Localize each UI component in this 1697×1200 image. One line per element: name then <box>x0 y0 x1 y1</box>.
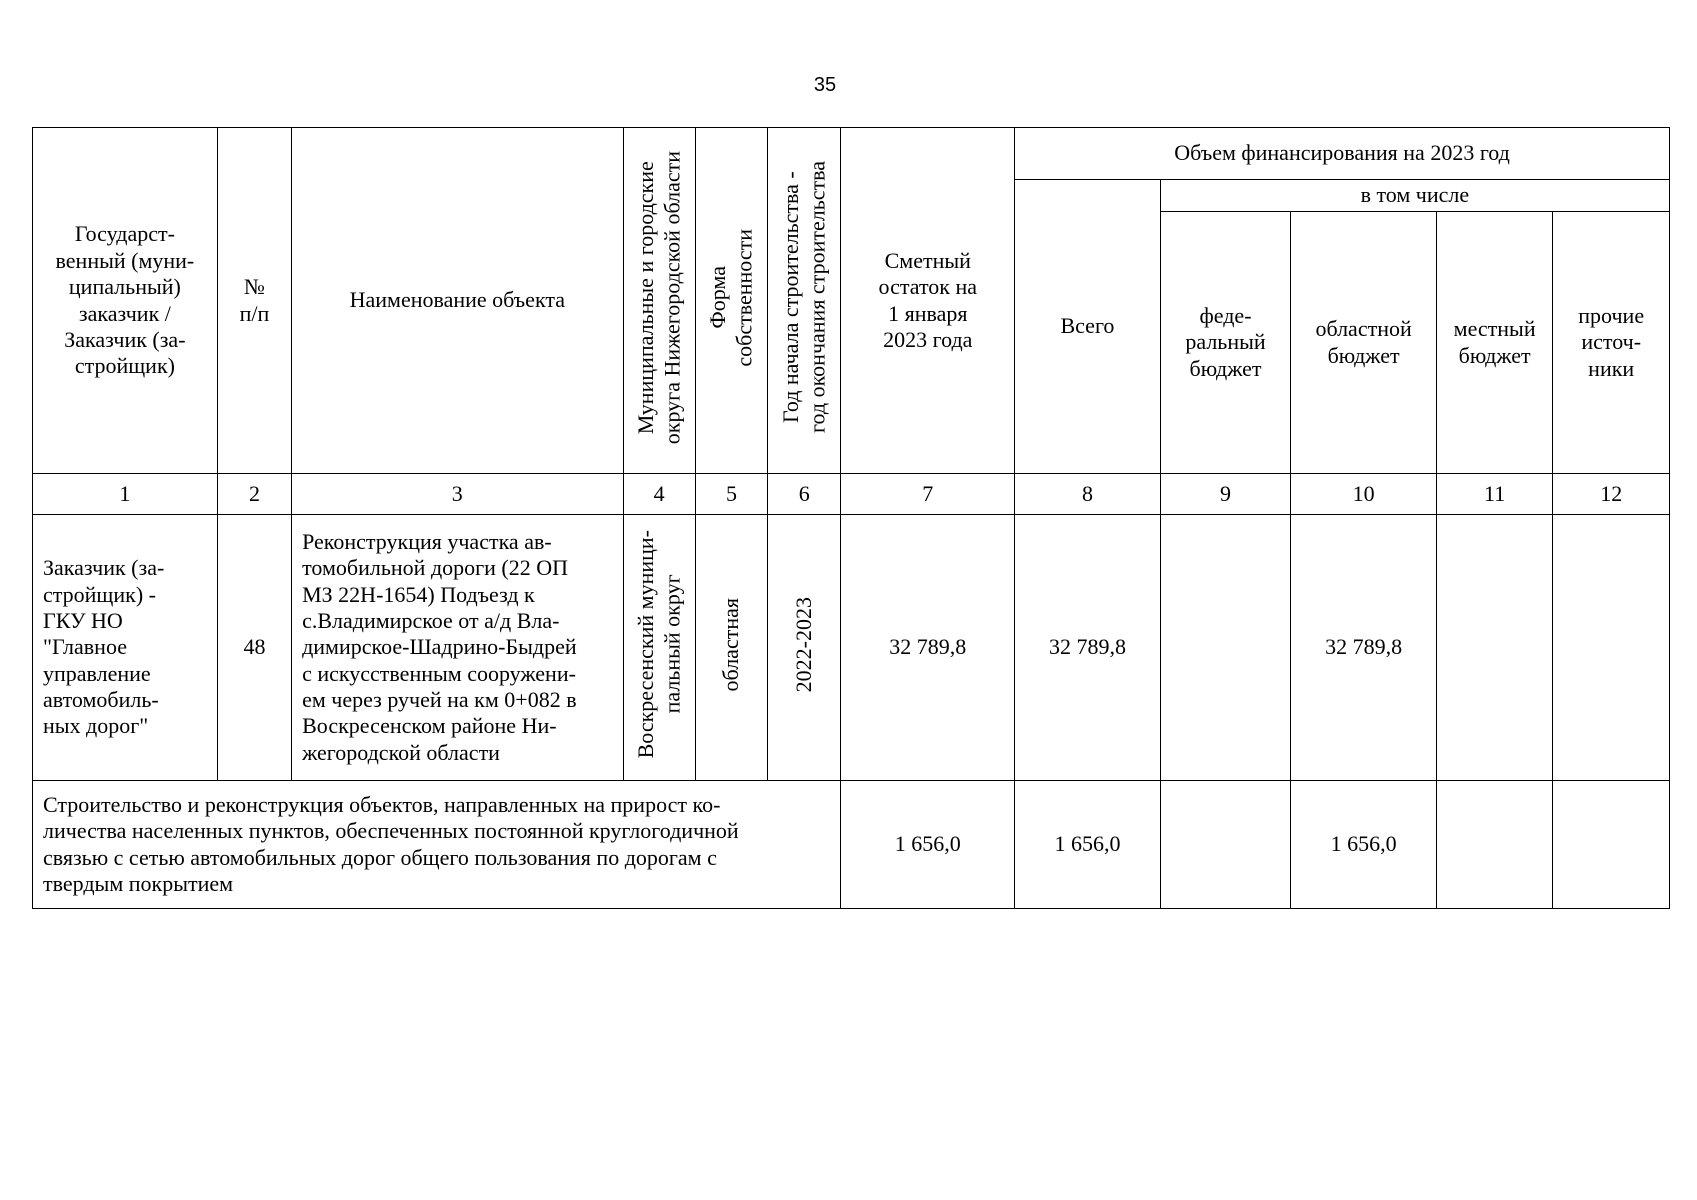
column-number-row <box>33 474 1670 515</box>
header-estimate: Сметный остаток на 1 января 2023 года <box>841 128 1015 474</box>
column-number: 9 <box>1160 474 1291 515</box>
summary-label: Строительство и реконструкция объектов, направленных на прирост ко- личества населенных пунктов, обеспеченных постоянной круглогодичной связью с сетью автомобильных дорог общего пользования по дорогам с твердым покрытием <box>33 781 841 909</box>
row-regional: 32 789,8 <box>1291 515 1437 781</box>
summary-other <box>1553 781 1670 909</box>
header-regional: областной бюджет <box>1291 212 1437 474</box>
row-object-name: Реконструкция участка ав- томобильной дороги (22 ОП МЗ 22Н-1654) Подъезд к с.Владимирское от а/д Вла- димирское-Шадрино-Быдрей с искусственным сооружени- ем через ручей на км 0+082 в Воскресенском районе Ни- жегородской области <box>292 515 623 781</box>
row-municipality: Воскресенский муници- пальный округ <box>623 515 695 781</box>
header-years: Год начала строительства - год окончания строительства <box>768 128 841 474</box>
row-estimate: 32 789,8 <box>841 515 1015 781</box>
summary-estimate: 1 656,0 <box>841 781 1015 909</box>
page-number: 35 <box>813 74 837 96</box>
summary-local <box>1436 781 1552 909</box>
row-local <box>1436 515 1552 781</box>
column-number: 4 <box>623 474 695 515</box>
column-number: 1 <box>33 474 218 515</box>
row-federal <box>1160 515 1291 781</box>
summary-federal <box>1160 781 1291 909</box>
column-number: 8 <box>1015 474 1161 515</box>
header-other: прочие источ- ники <box>1553 212 1670 474</box>
row-ownership: областная <box>695 515 767 781</box>
column-number: 6 <box>768 474 841 515</box>
summary-total: 1 656,0 <box>1015 781 1161 909</box>
summary-regional: 1 656,0 <box>1291 781 1437 909</box>
header-municipality: Муниципальные и городские округа Нижегородской области <box>623 128 695 474</box>
financing-table <box>32 127 1670 909</box>
summary-row <box>33 781 1670 909</box>
header-federal: феде- ральный бюджет <box>1160 212 1291 474</box>
column-number: 2 <box>217 474 291 515</box>
column-number: 12 <box>1553 474 1670 515</box>
table-row <box>33 515 1670 781</box>
header-local: местный бюджет <box>1436 212 1552 474</box>
header-num: № п/п <box>217 128 291 474</box>
row-num: 48 <box>217 515 291 781</box>
column-number: 3 <box>292 474 623 515</box>
row-total: 32 789,8 <box>1015 515 1161 781</box>
header-ownership: Форма собственности <box>695 128 767 474</box>
column-number: 11 <box>1436 474 1552 515</box>
header-object-name: Наименование объекта <box>292 128 623 474</box>
column-number: 10 <box>1291 474 1437 515</box>
row-customer: Заказчик (за- стройщик) - ГКУ НО "Главное управление автомобиль- ных дорог" <box>33 515 218 781</box>
column-number: 5 <box>695 474 767 515</box>
header-total: Всего <box>1015 180 1161 474</box>
row-other <box>1553 515 1670 781</box>
header-customer: Государст- венный (муни- ципальный) заказчик / Заказчик (за- стройщик) <box>33 128 218 474</box>
header-including: в том числе <box>1160 180 1669 212</box>
header-financing: Объем финансирования на 2023 год <box>1015 128 1670 180</box>
column-number: 7 <box>841 474 1015 515</box>
row-years: 2022-2023 <box>768 515 841 781</box>
